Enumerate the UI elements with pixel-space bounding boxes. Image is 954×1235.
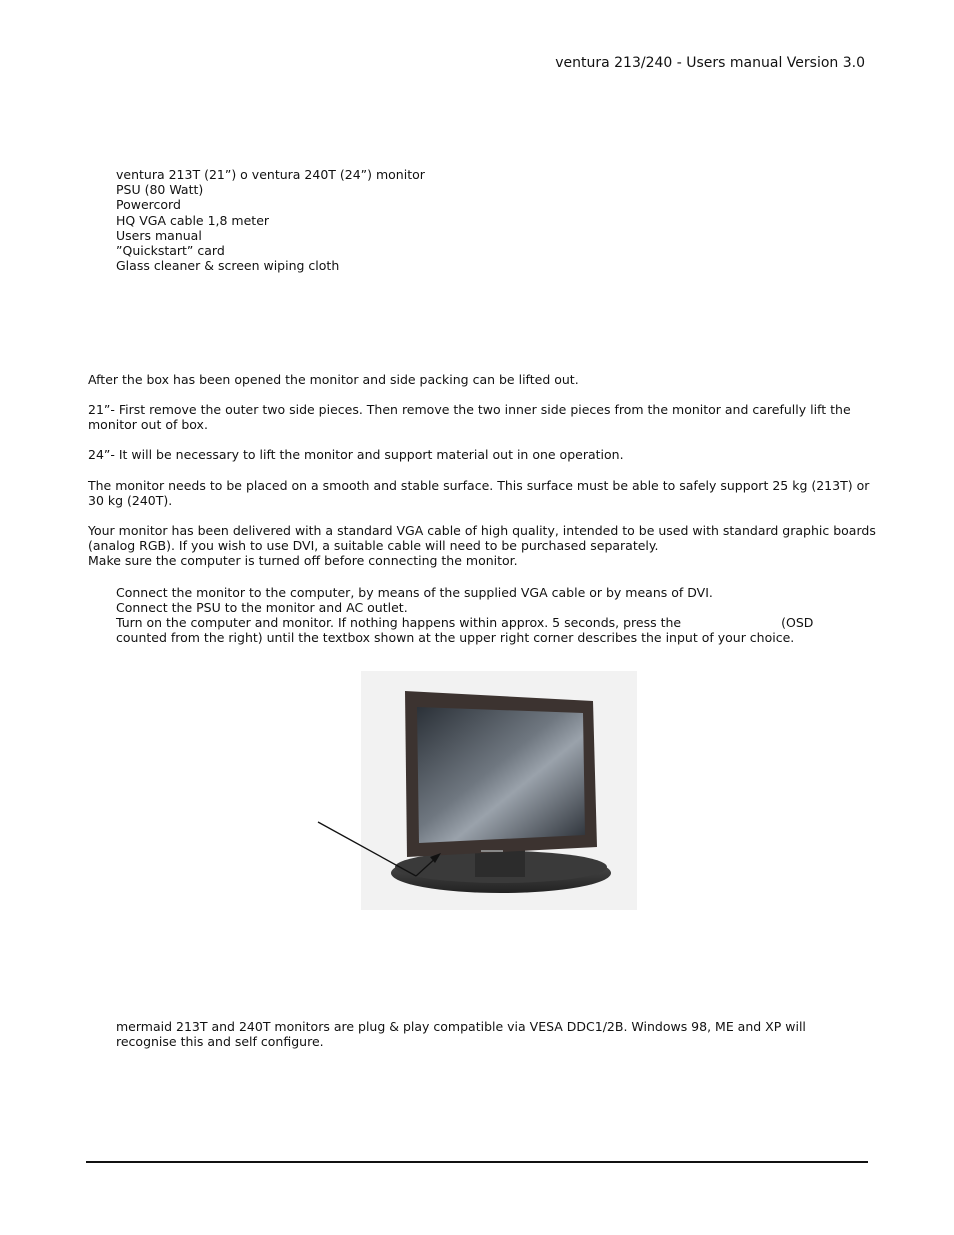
list-item: HQ VGA cable 1,8 meter: [116, 212, 270, 228]
footer-divider: [86, 1161, 868, 1163]
step-item: [116, 615, 856, 645]
arrow-icon: [300, 810, 460, 890]
cable-paragraph: Your monitor has been delivered with a standard VGA cable of high quality, intended to be used with standard graphic boards (analog RGB). If you wish to use DVI, a suitable cable will need to be purchased separately.: [88, 523, 876, 553]
power-off-paragraph: Make sure the computer is turned off before connecting the monitor.: [88, 553, 518, 568]
step-item: Connect the PSU to the monitor and AC outlet.: [116, 600, 408, 615]
list-item: ”Quickstart” card: [116, 243, 225, 259]
step-item: Connect the monitor to the computer, by means of the supplied VGA cable or by means of DVI.: [116, 585, 713, 600]
list-item: ventura 213T (21”) o ventura 240T (24”) monitor: [116, 167, 425, 182]
page-header: ventura 213/240 - Users manual Version 3.0: [555, 55, 865, 71]
list-item: PSU (80 Watt): [116, 182, 204, 198]
unpack-paragraph: After the box has been opened the monitor and side packing can be lifted out.: [88, 372, 579, 387]
unpack-24-paragraph: 24”- It will be necessary to lift the monitor and support material out in one operation.: [88, 447, 624, 462]
list-item: Powercord: [116, 197, 181, 213]
placement-paragraph: The monitor needs to be placed on a smooth and stable surface. This surface must be able to safely support 25 kg (213T) or 30 kg (240T).: [88, 478, 870, 508]
package-contents-list: [116, 167, 425, 273]
plug-and-play-note: mermaid 213T and 240T monitors are plug & play compatible via VESA DDC1/2B. Windows 98, ME and XP will recognise this and self configure.: [116, 1019, 806, 1049]
list-item: Glass cleaner & screen wiping cloth: [116, 258, 340, 274]
unpack-21-paragraph: 21”- First remove the outer two side pieces. Then remove the two inner side pieces from the monitor and carefully lift the monitor out of box.: [88, 402, 851, 432]
step-text: Turn on the computer and monitor. If nothing happens within approx. 5 seconds, press the: [116, 615, 682, 630]
connection-steps: [116, 585, 856, 645]
step-text: (OSD counted from the right) until the textbox shown at the upper right corner describes the input of your choice.: [116, 615, 814, 645]
list-item: Users manual: [116, 227, 202, 243]
